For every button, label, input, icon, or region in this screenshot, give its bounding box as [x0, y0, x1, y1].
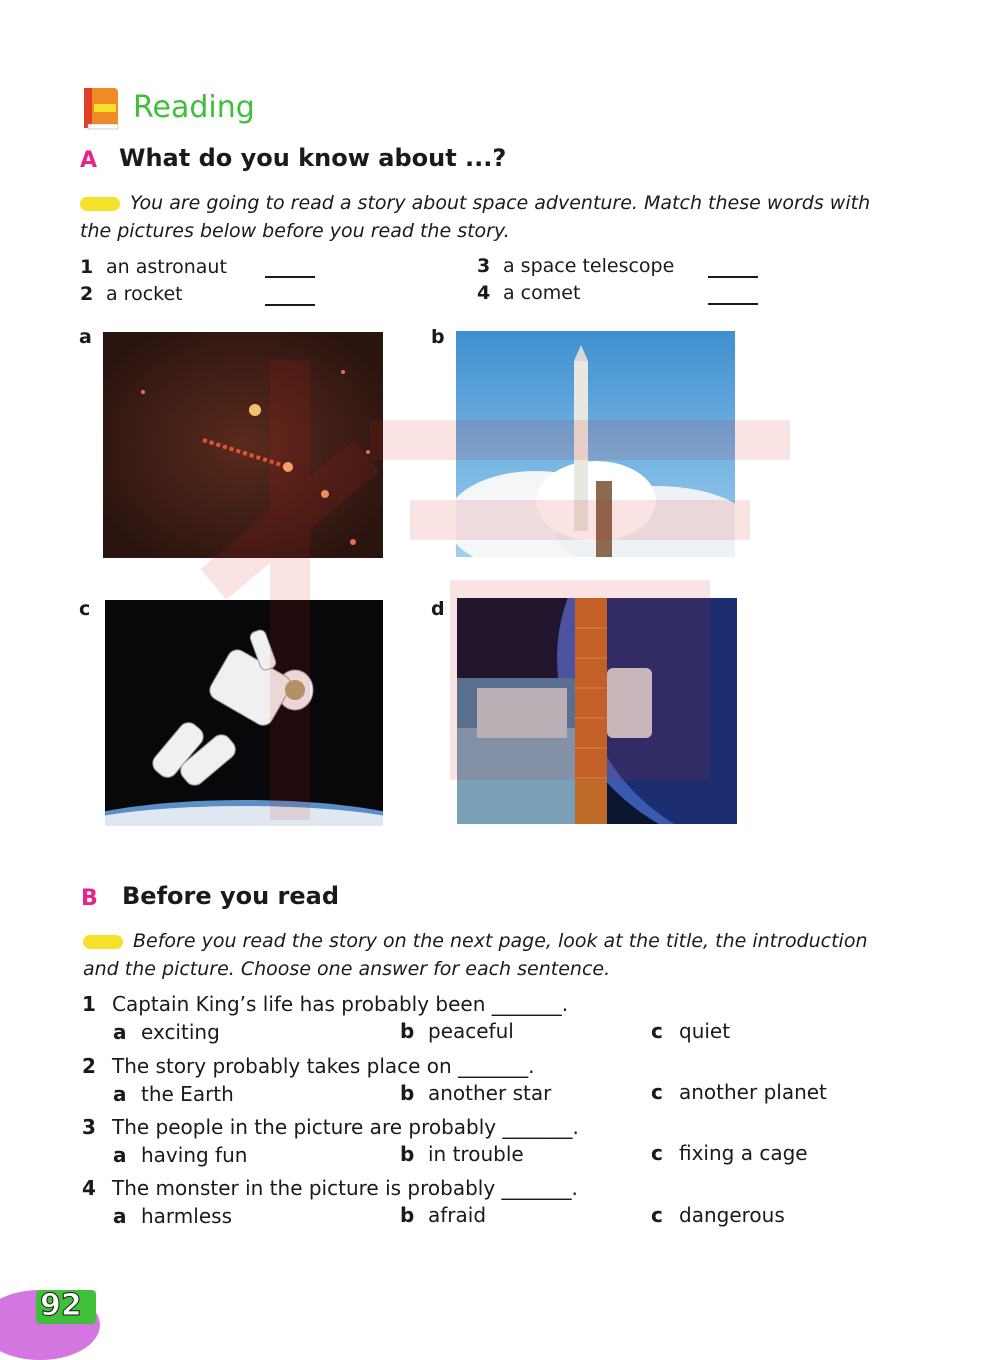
- highlight-marker-icon: [83, 935, 123, 949]
- section-a-instruction: You are going to read a story about space adventure. Match these words with the pictures below before you read the story.: [80, 192, 871, 242]
- option-b[interactable]: b afraid: [400, 1203, 487, 1227]
- match-item: 2 a rocket: [80, 283, 183, 305]
- option-a[interactable]: a harmless: [113, 1204, 232, 1228]
- answer-blank[interactable]: [708, 289, 758, 305]
- question-1: 1 Captain King’s life has probably been _______.: [82, 992, 569, 1016]
- section-a-title: What do you know about ...?: [119, 144, 507, 172]
- picture-label-c: c: [79, 598, 91, 620]
- picture-label-d: d: [431, 598, 445, 620]
- answer-blank[interactable]: [265, 290, 315, 306]
- section-b-title: Before you read: [122, 882, 340, 910]
- question-3: 3 The people in the picture are probably _______.: [82, 1115, 579, 1139]
- book-icon: [80, 84, 124, 132]
- option-a[interactable]: a the Earth: [113, 1082, 234, 1106]
- question-4: 4 The monster in the picture is probably _______.: [82, 1176, 578, 1200]
- option-c[interactable]: c another planet: [651, 1080, 827, 1104]
- section-a-letter: A: [80, 148, 98, 173]
- option-a[interactable]: a having fun: [113, 1143, 248, 1167]
- match-item: 3 a space telescope: [477, 255, 675, 277]
- option-b[interactable]: b another star: [400, 1081, 552, 1105]
- option-c[interactable]: c quiet: [651, 1019, 731, 1043]
- match-item: 4 a comet: [477, 282, 581, 304]
- highlight-marker-icon: [80, 197, 120, 211]
- picture-label-a: a: [79, 326, 92, 348]
- section-b-letter: B: [81, 886, 98, 911]
- section-b-instruction: Before you read the story on the next page, look at the title, the introduction and the picture. Choose one answer for each sentence.: [83, 930, 868, 980]
- option-a[interactable]: a exciting: [113, 1020, 220, 1044]
- page-title: Reading: [133, 90, 255, 125]
- option-c[interactable]: c fixing a cage: [651, 1141, 808, 1165]
- option-b[interactable]: b in trouble: [400, 1142, 524, 1166]
- answer-blank[interactable]: [708, 262, 758, 278]
- astronaut-spacewalk-photo: [105, 600, 383, 826]
- page-number: 92: [40, 1288, 82, 1323]
- picture-label-b: b: [431, 326, 445, 348]
- rocket-launch-photo: [456, 331, 735, 557]
- space-telescope-photo: [457, 598, 737, 824]
- option-b[interactable]: b peaceful: [400, 1019, 514, 1043]
- comet-photo: [103, 332, 383, 558]
- answer-blank[interactable]: [265, 262, 315, 278]
- question-2: 2 The story probably takes place on _______.: [82, 1054, 535, 1078]
- option-c[interactable]: c dangerous: [651, 1203, 785, 1227]
- match-item: 1 an astronaut: [80, 256, 227, 278]
